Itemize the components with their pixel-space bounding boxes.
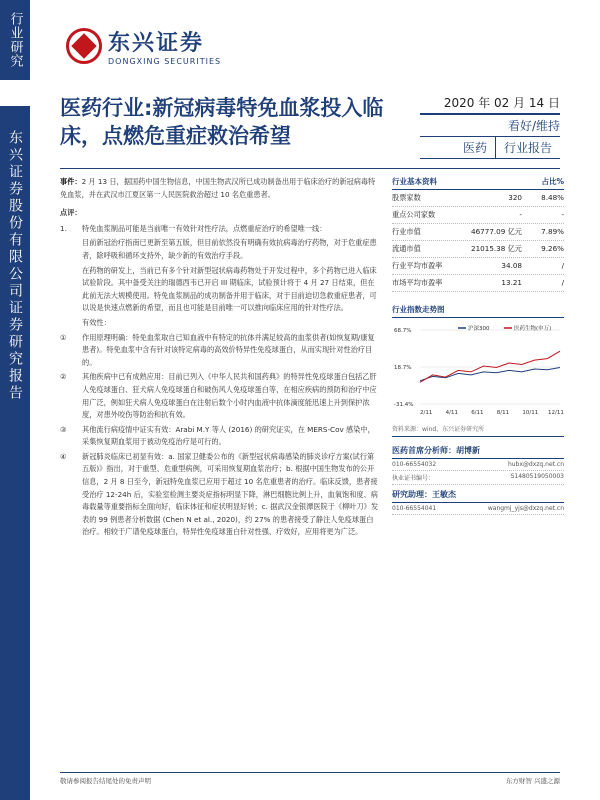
analyst-contact [392,459,564,471]
footer-slogan: 东方财智 兴盛之源 [505,777,560,785]
report-tags [420,137,560,159]
sidebar [0,0,30,800]
review-item-text: 特免血浆制品可能是当前唯一有效针对性疗法，点燃重症治疗的希望唯一线： [82,223,327,233]
analyst-email: hubx@dxzq.net.cn [507,461,564,468]
chart-title: 行业指数走势图 [392,304,564,318]
report-date: 2020 年 02 月 14 日 [420,94,560,115]
y-tick-label: -31.4% [394,402,414,408]
review-item [60,424,380,449]
researcher-contact [392,503,564,515]
tag-type: 行业报告 [495,137,560,158]
industry-data-label: 行业平均市盈率 [392,261,443,270]
index-chart-svg [392,322,564,422]
industry-data-pct: 8.48% [541,193,564,202]
report-meta [420,94,560,159]
industry-data-pct: / [561,261,564,270]
footer-disclaimer: 敬请参阅报告结尾处的免责声明 [60,777,151,785]
industry-data-pct: 7.89% [541,227,564,236]
industry-data-value: - [519,210,522,219]
industry-data-header [392,176,564,190]
review-item-text: 其他流行病疫情中证实有效：Arabi M.Y 等人 (2016) 的研究证实，在 MERS-Cov 感染中，采集恢复期血浆用于被动免疫治疗是可行的。 [82,424,375,447]
divider [60,168,560,169]
x-tick-label: 10/11 [522,410,539,416]
legend-label: 医药生物(申万) [514,326,552,332]
chart-source: 资料来源：wind、东兴证券研究所 [392,424,564,437]
review-item-text: 在药物的研发上，当前已有多个针对新型冠状病毒药物处于开发过程中，多个药物已进入临床试验阶段。其中备受关注的瑞德西韦已开启 III 期临床，试验预计将于 4 月 27 日结束，但在此前无法大规模使用。特免血浆制品的成功制备并用于临床，对于目前迫切急救重症患者，可以说是快速点燃新的希望，而且也可能是目前唯一可以推向临床应用的针对性疗法。 [82,265,377,313]
review-item [60,451,380,539]
sidebar-company-label: 东兴证券股份有限公司证券研究报告 [0,106,30,800]
review-item-number: 1. [60,223,67,233]
industry-data-value: 320 [508,193,522,202]
analyst-phone: 010-66554032 [392,461,437,468]
series-line [420,368,560,381]
review-item-number [60,265,82,315]
analyst-license-number: S1480519050003 [510,473,564,480]
review-item [60,223,380,236]
industry-data-label: 股票家数 [392,193,421,202]
industry-data-table [392,190,564,292]
y-tick-label: 68.7% [394,328,412,334]
researcher-phone: 010-66554041 [392,505,437,512]
review-items [60,223,380,539]
logo-name-cn: 东兴证券 [108,31,205,56]
company-logo [66,26,221,66]
legend-label: 沪深300 [468,326,490,332]
industry-data-pct: - [561,210,564,219]
review-item-number [60,237,82,262]
industry-data-label: 重点公司家数 [392,210,436,219]
industry-data-row [392,207,564,224]
side-panel [392,176,564,515]
analyst-license-label: 执业证书编号： [392,475,435,482]
footer [60,772,560,785]
industry-data-label: 流通市值 [392,244,421,253]
review-item [60,332,380,370]
event-text: 2 月 13 日，据国药中国生物信息，中国生物武汉所已成功制备出用于临床治疗的新冠病毒特免血浆，并在武汉市江夏区第一人民医院救治超过 10 名危重患者。 [60,177,376,199]
y-tick-label: 18.7% [394,365,412,371]
industry-data-row [392,224,564,241]
review-item [60,371,380,421]
x-tick-label: 6/11 [471,410,484,416]
report-rating: 看好/维持 [420,115,560,137]
review-item [60,237,380,262]
industry-data-value: 21015.38 亿元 [471,244,522,253]
x-tick-label: 4/11 [445,410,458,416]
report-body [60,176,380,539]
x-tick-label: 12/11 [548,410,564,416]
industry-data-pct: / [561,278,564,287]
industry-data-value: 46777.09 亿元 [471,227,522,236]
industry-data-row [392,258,564,275]
index-chart [392,322,564,422]
review-item-text: 有效性： [82,317,111,327]
logo-name-en: DONGXING SECURITIES [108,57,222,66]
industry-data-label: 行业市值 [392,227,421,236]
researcher-email: wangmj_yjs@dxzq.net.cn [487,505,564,512]
review-item-text: 其他疾病中已有成熟应用：目前已列入《中华人民共和国药典》的特异性免疫球蛋白包括乙肝人免疫球蛋白、狂犬病人免疫球蛋白和破伤风人免疫球蛋白等，在相应疾病的预防和治疗中应用广泛，例如狂犬病人免疫球蛋白在注射后数个小时内血液中抗体滴度能迅速上升到保护浓度，对患外咬伤等防治和抗有效。 [82,372,377,420]
review-item-number [60,317,82,330]
event-label: 事件： [60,177,82,186]
industry-data-row [392,275,564,292]
industry-data-pct-header: 占比% [541,177,564,186]
event-paragraph [60,176,380,201]
review-item [60,265,380,315]
report-title: 医药行业:新冠病毒特免血浆投入临床，点燃危重症救治希望 [60,96,384,148]
review-item-number: ③ [60,424,67,434]
logo-icon [66,28,102,64]
analyst-license [392,471,564,485]
industry-data-value: 34.08 [501,261,522,270]
industry-data-title: 行业基本资料 [392,177,437,186]
industry-data-row [392,241,564,258]
researcher-title: 研究助理：王敏杰 [392,489,564,503]
sidebar-category-label: 行业研究 [0,0,30,80]
review-item [60,317,380,330]
industry-data-pct: 9.26% [541,244,564,253]
review-item-number: ① [60,332,67,342]
tag-sector: 医药 [462,141,487,155]
review-item-text: 作用原理明确：特免血浆取自已知血液中有特定的抗体并满足较高的血浆供者(如恢复期/康复患者)。特免血浆中含有针对该特定病毒的高效价特异性免疫球蛋白，从而实现针对性治疗目的。 [82,332,375,367]
review-item-text: 新冠肺炎临床已初显有效：a. 国家卫健委公布的《新型冠状病毒感染的肺炎诊疗方案(试行第五版)》指出，对于重型、危重型病例，可采用恢复期血浆治疗；b. 根据中国生物发布的公开信息，2 月 8 日至今，新冠特免血浆已应用于超过 10 名危重患者的治疗。临床反馈，患者接受治疗 12-24h 后，实验室检测主要炎症指标明显下降，淋巴细胞比例上升，血氧饱和度、病毒载量等重要指标全面向好，临床体征和症状明显好转；c. 据武汉金银潭医院于《柳叶刀》发表的 99 例患者分析数据 (Chen N et al., 2020)，约 27% 的患者接受了静注人免疫球蛋白治疗。相较于广谱免疫球蛋白，特异性免疫球蛋白针对性强、疗效好，应用将更为广泛。 [82,451,379,537]
x-tick-label: 2/11 [420,410,433,416]
review-heading: 点评： [60,208,82,218]
review-item-number: ④ [60,451,67,461]
analyst-title: 医药首席分析师：胡博新 [392,445,564,459]
review-item-text: 目前新冠治疗指南已更新至第五版，但目前依然没有明确有效抗病毒治疗药物，对于危重症患者，除呼吸和循环支持外，缺少新的有效治疗手段。 [82,238,377,260]
analyst-block [392,445,564,515]
industry-data-label: 市场平均市盈率 [392,278,443,287]
review-item-number: ② [60,372,67,382]
x-tick-label: 8/11 [496,410,510,416]
industry-data-value: 13.21 [501,278,522,287]
industry-data-row [392,190,564,207]
